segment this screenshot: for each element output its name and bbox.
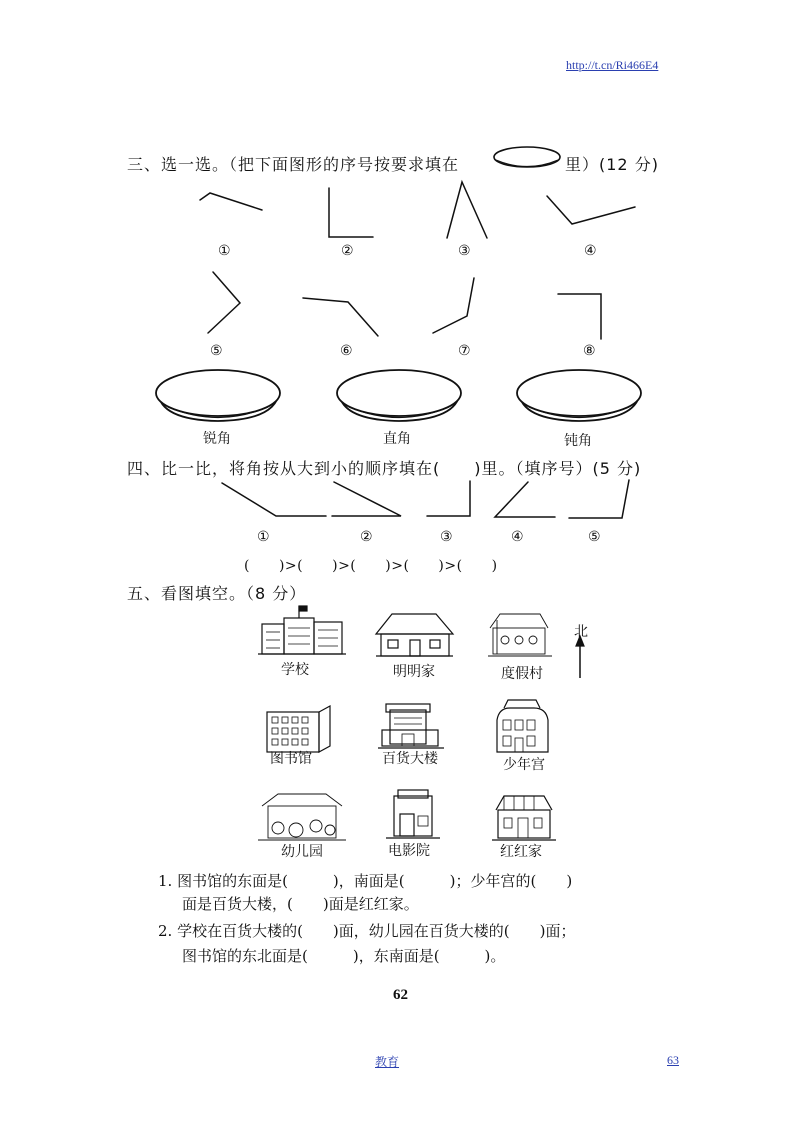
section5-title: 五、看图填空。（8 分） [127, 584, 307, 603]
angle-number-4: ④ [584, 243, 597, 259]
compare-answer-line[interactable]: ( )>( )>( )>( )>( ) [244, 558, 498, 574]
cinema-picture [386, 790, 440, 838]
angle-number-6: ⑥ [340, 343, 353, 359]
north-label: 北 [574, 624, 588, 640]
place-label-department-store: 百货大楼 [382, 751, 438, 767]
place-label-honghong-house: 红红家 [500, 844, 542, 860]
footer-link-text[interactable]: 教育 [375, 1055, 400, 1069]
compare-number-3: ③ [440, 529, 453, 545]
section4-title: 四、比一比，将角按从大到小的顺序填在( )里。（填序号）(5 分) [127, 459, 642, 478]
department-store-picture [378, 704, 444, 748]
place-label-kindergarten: 幼儿园 [281, 844, 323, 860]
place-label-youth-palace: 少年宫 [503, 757, 545, 773]
compare-number-4: ④ [511, 529, 524, 545]
youth-palace-picture [497, 700, 548, 752]
place-label-library: 图书馆 [270, 751, 312, 767]
kindergarten-picture [258, 794, 346, 840]
angle-number-3: ③ [458, 243, 471, 259]
question-2-line-2[interactable]: 图书馆的东北面是( )，东南面是( )。 [182, 947, 506, 965]
question-1-line-1[interactable]: 1. 图书馆的东面是( )，南面是( )；少年宫的( ) [158, 872, 573, 890]
mingming-house-picture [376, 614, 453, 656]
compare-number-1: ① [257, 529, 270, 545]
place-label-mingming-house: 明明家 [393, 664, 435, 680]
angle-number-1: ① [218, 243, 231, 259]
compare-number-2: ② [360, 529, 373, 545]
plate-label-right: 直角 [383, 431, 411, 447]
angle-number-2: ② [341, 243, 354, 259]
compare-number-5: ⑤ [588, 529, 601, 545]
place-label-resort: 度假村 [501, 666, 543, 682]
angle-number-8: ⑧ [583, 343, 596, 359]
question-2-line-1[interactable]: 2. 学校在百货大楼的( )面，幼儿园在百货大楼的( )面； [158, 922, 576, 940]
library-picture [267, 706, 330, 752]
plate-label-obtuse: 钝角 [564, 433, 592, 449]
page-number: 62 [393, 987, 408, 1003]
angle-number-7: ⑦ [458, 343, 471, 359]
angle-number-5: ⑤ [210, 343, 223, 359]
honghong-house-picture [492, 796, 556, 840]
north-arrow [576, 636, 584, 678]
footer-link-page[interactable]: 63 [667, 1053, 679, 1067]
question-1-line-2[interactable]: 面是百货大楼，( )面是红红家。 [182, 895, 419, 913]
place-label-cinema: 电影院 [388, 843, 430, 859]
section3-title: 三、选一选。（把下面图形的序号按要求填在 [127, 155, 460, 174]
resort-picture [488, 614, 552, 656]
school-picture [258, 606, 346, 654]
section3-score: 里）(12 分) [565, 155, 659, 174]
header-link[interactable]: http://t.cn/Ri466E4 [566, 58, 659, 72]
place-label-school: 学校 [281, 662, 309, 678]
plate-label-acute: 锐角 [203, 431, 231, 447]
